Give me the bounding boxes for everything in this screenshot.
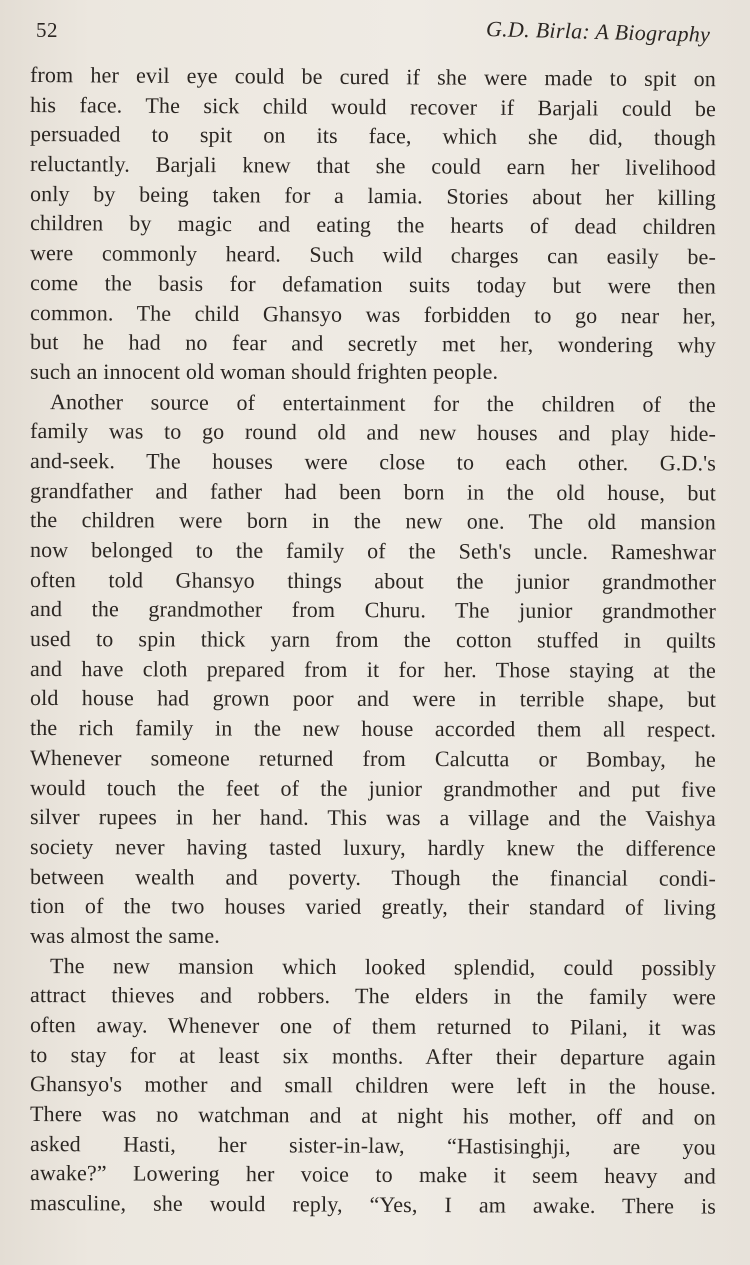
- text-line: only by being taken for a lamia. Stories about her killing: [29, 180, 717, 210]
- paragraph-first-line: Another source of entertainment for the children of the: [49, 388, 717, 417]
- text-line: often away. Whenever one of them returned to Pilani, it was: [29, 1012, 717, 1040]
- text-line: come the basis for defamation suits today but were then: [29, 269, 717, 299]
- text-line: often told Ghansyo things about the junior grandmother: [29, 566, 717, 595]
- text-line: and-seek. The houses were close to each other. G.D.'s: [29, 447, 717, 476]
- body-text: [30, 60, 716, 1218]
- text-line: between wealth and poverty. Though the financial condi-: [29, 863, 717, 891]
- text-line: was almost the same.: [30, 922, 220, 948]
- page-header: [36, 16, 710, 48]
- text-line: reluctantly. Barjali knew that she could earn her livelihood: [29, 151, 717, 181]
- text-line: silver rupees in her hand. This was a village and the Vaishya: [29, 804, 717, 831]
- text-line: the rich family in the new house accorded them all respect.: [29, 715, 717, 742]
- text-line: his face. The sick child would recover if Barjali could be: [29, 91, 717, 121]
- text-line: Whenever someone returned from Calcutta or Bombay, he: [29, 744, 717, 772]
- text-line: masculine, she would reply, “Yes, I am awake. There is: [29, 1190, 717, 1219]
- text-line: There was no watchman and at night his mother, off and on: [29, 1101, 717, 1130]
- text-line: were commonly heard. Such wild charges can easily be-: [29, 240, 717, 270]
- text-line: and the grandmother from Churu. The junior grandmother: [29, 596, 717, 624]
- text-line: asked Hasti, her sister-in-law, “Hastisinghji, are you: [29, 1130, 717, 1160]
- text-line: used to spin thick yarn from the cotton stuffed in quilts: [29, 626, 717, 653]
- text-line: would touch the feet of the junior grandmother and put five: [29, 774, 717, 802]
- text-line: from her evil eye could be cured if she were made to spit on: [29, 62, 717, 92]
- text-line: society never having tasted luxury, hardly knew the difference: [29, 833, 717, 861]
- text-line: family was to go round old and new houses and play hide-: [29, 418, 717, 447]
- text-line: the children were born in the new one. The old mansion: [29, 507, 717, 535]
- text-line: and have cloth prepared from it for her. Those staying at the: [29, 655, 717, 683]
- running-head: G.D. Birla: A Biography: [485, 16, 711, 47]
- text-line: but he had no fear and secretly met her, wondering why: [29, 329, 717, 358]
- text-line: persuaded to spit on its face, which she did, though: [29, 121, 717, 151]
- text-line: awake?” Lowering her voice to make it seem heavy and: [29, 1160, 717, 1190]
- text-line: Ghansyo's mother and small children were left in the house.: [29, 1071, 717, 1100]
- text-line: to stay for at least six months. After their departure again: [29, 1041, 717, 1070]
- text-line: such an innocent old woman should frighten people.: [30, 358, 499, 384]
- text-line: attract thieves and robbers. The elders in the family were: [29, 982, 717, 1010]
- paragraph-first-line: The new mansion which looked splendid, could possibly: [49, 952, 717, 981]
- text-line: grandfather and father had been born in the old house, but: [29, 477, 717, 506]
- text-line: old house had grown poor and were in terrible shape, but: [29, 685, 717, 713]
- text-line: now belonged to the family of the Seth's uncle. Rameshwar: [29, 537, 717, 565]
- text-line: tion of the two houses varied greatly, their standard of living: [29, 893, 717, 921]
- text-line: common. The child Ghansyo was forbidden to go near her,: [29, 299, 717, 329]
- page-number: 52: [36, 18, 58, 42]
- text-line: children by magic and eating the hearts of dead children: [29, 210, 717, 240]
